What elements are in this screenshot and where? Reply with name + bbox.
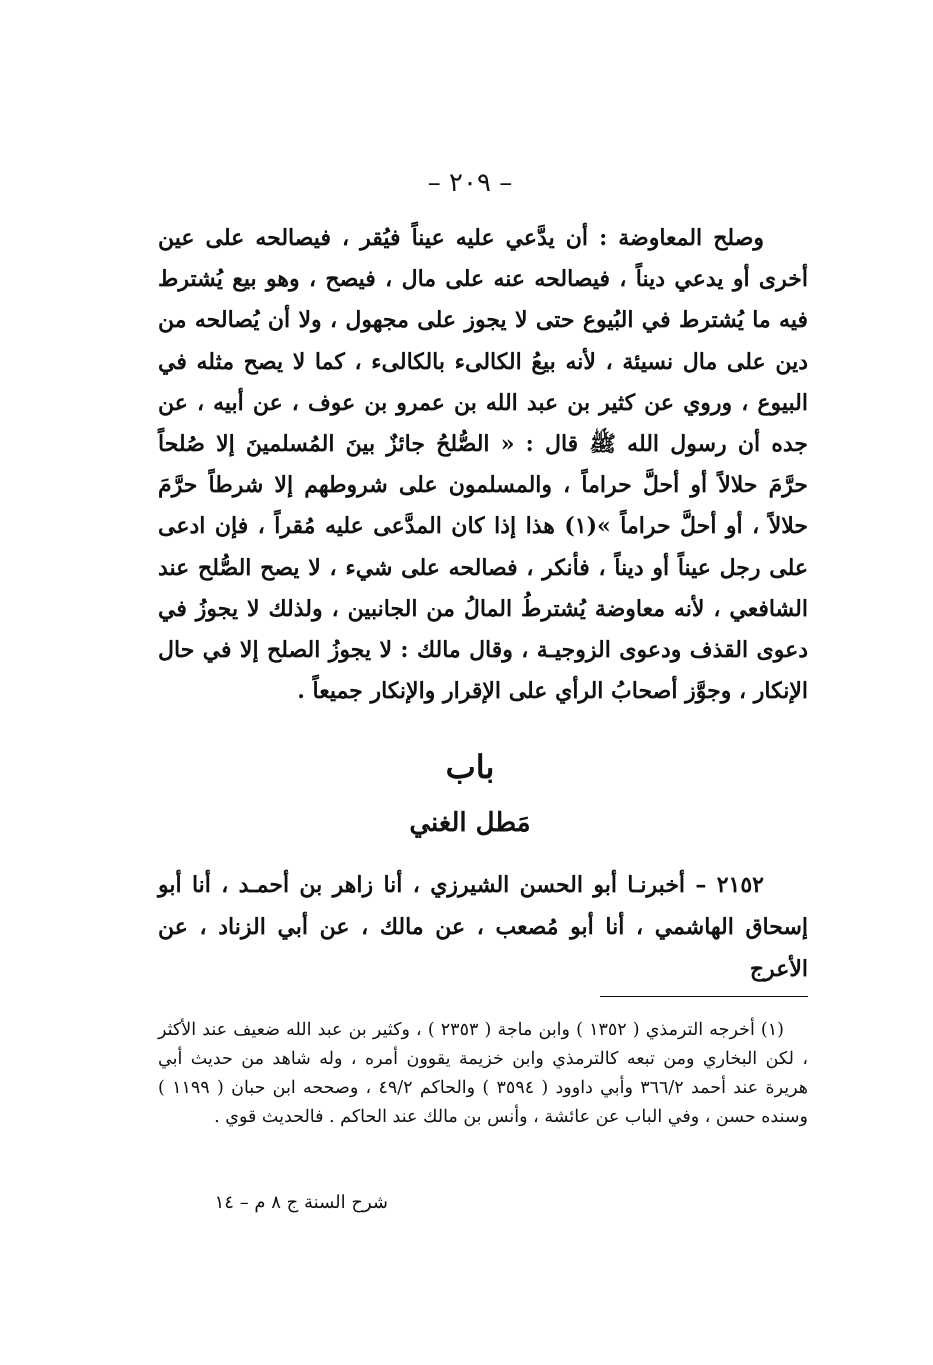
chapter-title: مَطل الغني <box>409 808 531 838</box>
signature-line: شرح السنة ج ٨ م – ١٤ <box>214 1192 388 1213</box>
hadith-paragraph: ٢١٥٢ – أخبرنـا أبو الحسن الشيرزي ، أنا زاهر بن أحمـد ، أنا أبو إسحاق الهاشمي ، أنا أبو مُصعب ، عن مالك ، عن أبي الزناد ، عن الأعرج <box>158 872 808 982</box>
page-number: – ٢٠٩ – <box>427 168 513 198</box>
footnote-divider <box>600 996 808 997</box>
footnote-1: (١) أخرجه الترمذي ( ١٣٥٢ ) وابن ماجة ( ٢٣٥٣ ) ، وكثير بن عبد الله ضعيف عند الأكثر ، لكن البخاري ومن تبعه كالترمذي وابن خزيمة يقوون أمره ، وله شاهد من حديث أبي هريرة عند أحمد ٣٦٦/٢ وأبي داوود ( ٣٥٩٤ ) والحاكم ٤٩/٢ ، وصححه ابن حبان ( ١١٩٩ ) وسنده حسن ، وفي الباب عن عائشة ، وأنس بن مالك عند الحاكم . فالحديث قوي . <box>158 1020 808 1127</box>
chapter-label: باب <box>445 748 495 786</box>
footnote-block <box>158 1016 808 1132</box>
main-text-block <box>158 218 808 712</box>
hadith-block <box>158 864 808 990</box>
main-paragraph: وصلح المعاوضة : أن يدَّعي عليه عيناً فيُقر ، فيصالحه على عين أخرى أو يدعي ديناً ، فيصالحه عنه على مال ، فيصح ، وهو بيع يُشترط فيه ما يُشترط في البُيوع حتى لا يجوز على مجهول ، ولا أن يُصالحه من دين على مال نسيئة ، لأنه بيعُ الكالىء بالكالىء ، كما لا يصح مثله في البيوع ، وروي عن كثير بن عبد الله بن عمرو بن عوف ، عن أبيه ، عن جده أن رسول الله ﷺ قال : « الصُّلحُ جائزٌ بينَ المُسلمينَ إلا صُلحاً حرَّمَ حلالاً أو أحلَّ حراماً ، والمسلمون على شروطهم إلا شرطاً حرَّمَ حلالاً ، أو أحلَّ حراماً »(١) هذا إذا كان المدَّعى عليه مُقراً ، فإن ادعى على رجل عيناً أو ديناً ، فأنكر ، فصالحه على شيء ، لا يصح الصُّلح عند الشافعي ، لأنه معاوضة يُشترطُ المالُ من الجانبين ، ولذلك لا يجوزُ في دعوى القذف ودعوى الزوجيـة ، وقال مالك : لا يجوزُ الصلح إلا في حال الإنكار ، وجوَّز أصحابُ الرأي على الإقرار والإنكار جميعاً . <box>158 225 808 705</box>
